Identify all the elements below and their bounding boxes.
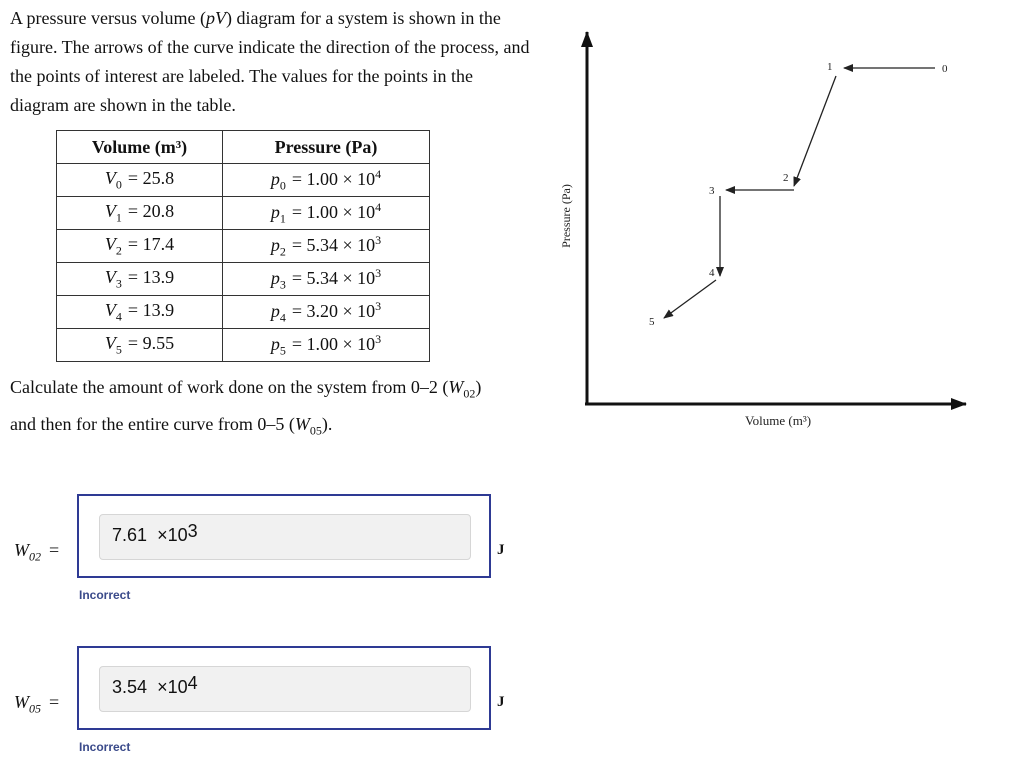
pv-data-table	[56, 130, 430, 362]
segment-4-5	[664, 280, 716, 318]
problem-intro	[10, 4, 530, 120]
answer-box-w02	[77, 494, 491, 578]
pressure-cell: $p_3$ = $5.34 \times 10^3$	[223, 263, 430, 296]
pressure-cell: $p_4$ = $3.20 \times 10^3$	[223, 296, 430, 329]
volume-cell: $V_4$ = 13.9	[57, 296, 223, 329]
volume-cell: $V_2$ = 17.4	[57, 230, 223, 263]
answer-unit-w05: J	[497, 694, 505, 710]
table-row	[57, 296, 430, 329]
table-row	[57, 263, 430, 296]
intro-text-1: A pressure versus volume (	[10, 8, 206, 28]
point-label-3: 3	[709, 185, 715, 197]
table-row	[57, 164, 430, 197]
table-header-row	[57, 131, 430, 164]
answer-label-w02: $W_{02}$ =	[14, 540, 60, 564]
volume-cell: $V_1$ = 20.8	[57, 197, 223, 230]
point-label-0: 0	[942, 63, 948, 75]
segment-1-2	[794, 76, 836, 186]
x-axis-label: Volume (m³)	[744, 413, 812, 428]
point-label-1: 1	[827, 61, 833, 73]
table-row	[57, 329, 430, 362]
pressure-cell: $p_0$ = $1.00 \times 10^4$	[223, 164, 430, 197]
y-axis-label: Pressure (Pa)	[559, 184, 573, 248]
point-label-4: 4	[709, 267, 715, 279]
volume-cell: $V_5$ = 9.55	[57, 329, 223, 362]
answer-label-w05: $W_{05}$ =	[14, 692, 60, 716]
pressure-cell: $p_2$ = $5.34 \times 10^3$	[223, 230, 430, 263]
intro-text-2: ) diagram for a system is shown in the figure. The arrows of the curve indicate the direction of the process, and the points of interest are labeled. The values for the points in the diagram are shown in the table.	[10, 8, 530, 115]
answer-box-w05	[77, 646, 491, 730]
header-pressure: Pressure (Pa)	[223, 131, 430, 164]
pv-diagram	[540, 0, 980, 440]
point-label-5: 5	[649, 316, 655, 328]
pressure-cell: $p_1$ = $1.00 \times 10^4$	[223, 197, 430, 230]
volume-cell: $V_0$ = 25.8	[57, 164, 223, 197]
volume-cell: $V_3$ = 13.9	[57, 263, 223, 296]
status-badge-w05: Incorrect	[79, 740, 131, 754]
intro-pv: pV	[205, 8, 226, 28]
answer-input-w02[interactable]: $7.61 \times 10^3$	[99, 514, 471, 560]
table-row	[57, 197, 430, 230]
answer-input-w05[interactable]: $3.54 \times 10^4$	[99, 666, 471, 712]
header-volume: Volume (m³)	[57, 131, 223, 164]
answer-unit-w02: J	[497, 542, 505, 558]
pressure-cell: $p_5$ = $1.00 \times 10^3$	[223, 329, 430, 362]
point-label-2: 2	[783, 172, 789, 184]
question-text: Calculate the amount of work done on the system from 0–2 $(W_{02})$ and then for the entire curve from 0–5 $(W_{05})$.	[10, 377, 482, 438]
table-row	[57, 230, 430, 263]
status-badge-w02: Incorrect	[79, 588, 131, 602]
